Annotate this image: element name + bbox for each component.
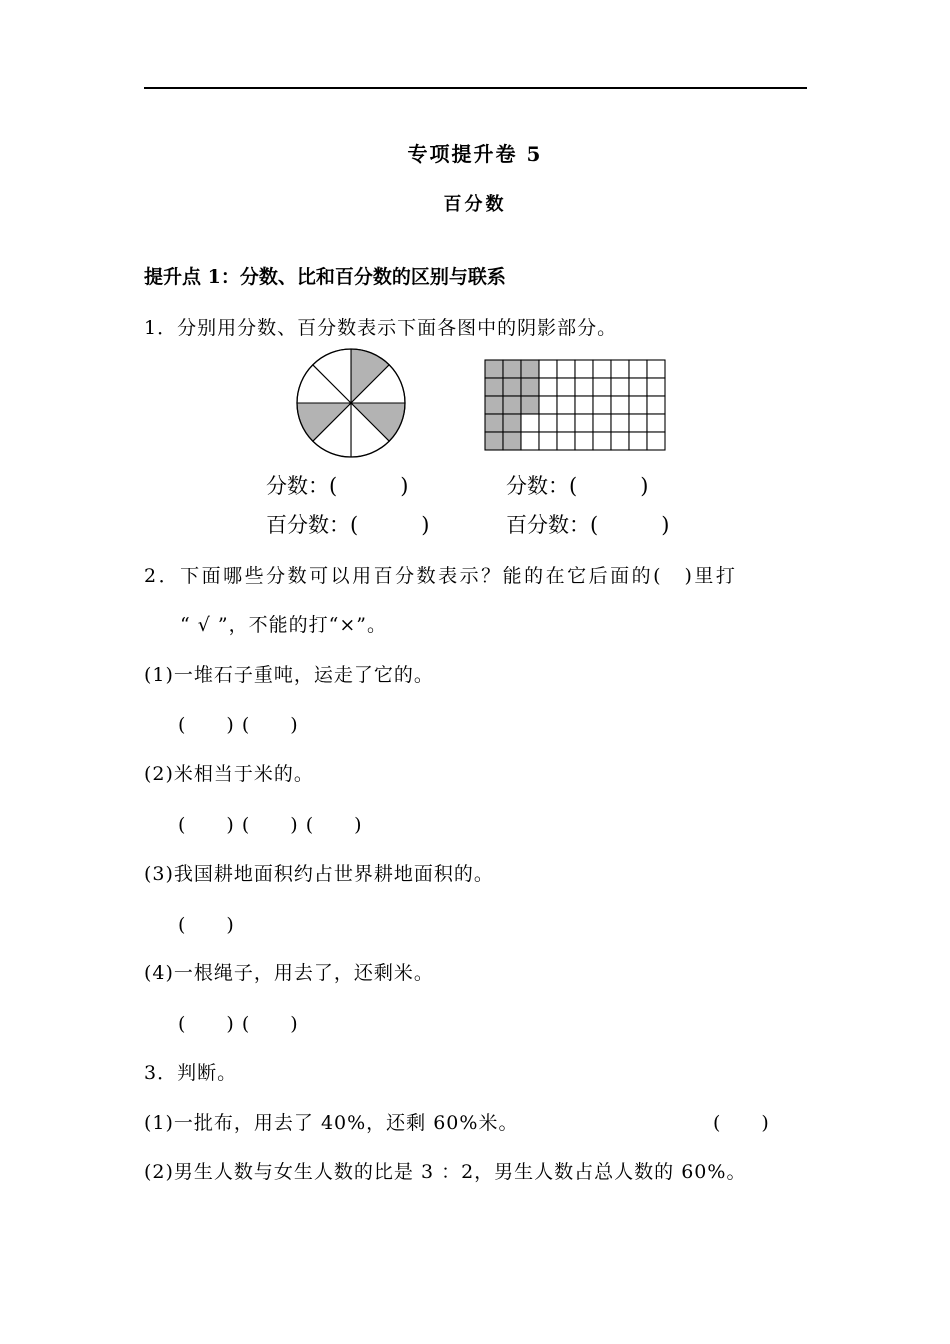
grid-cell bbox=[557, 360, 575, 378]
grid-cell bbox=[575, 360, 593, 378]
grid-cell bbox=[593, 396, 611, 414]
grid-cell-shaded bbox=[485, 378, 503, 396]
grid-cell bbox=[539, 432, 557, 450]
grid-cell-shaded bbox=[503, 414, 521, 432]
question-2-stem-line1: 2．下面哪些分数可以用百分数表示？能的在它后面的( )里打 bbox=[144, 565, 738, 587]
circle-figure bbox=[294, 346, 408, 460]
grid-cell bbox=[557, 432, 575, 450]
grid-cell-shaded bbox=[503, 378, 521, 396]
grid-cell bbox=[647, 414, 665, 432]
grid-cell bbox=[593, 432, 611, 450]
grid-cell-shaded bbox=[503, 396, 521, 414]
grid-cell bbox=[611, 396, 629, 414]
grid-cell bbox=[647, 396, 665, 414]
grid-figure bbox=[484, 359, 668, 452]
question-3-stem: 3．判断。 bbox=[144, 1062, 238, 1084]
grid-cell bbox=[611, 360, 629, 378]
grid-cell-shaded bbox=[485, 414, 503, 432]
left-percent-label: 百分数：( ) bbox=[266, 513, 430, 537]
answer-blank[interactable]: ( ) ( ) bbox=[178, 714, 299, 736]
question-2-item-4: (4)一根绳子，用去了，还剩米。 bbox=[144, 962, 434, 984]
grid-cell bbox=[647, 378, 665, 396]
left-fraction-label: 分数：( ) bbox=[266, 474, 409, 498]
grid-cell bbox=[629, 432, 647, 450]
answer-blank[interactable]: ( ) bbox=[178, 914, 235, 936]
grid-cell bbox=[575, 414, 593, 432]
question-2-item-3: (3)我国耕地面积约占世界耕地面积的。 bbox=[144, 863, 494, 885]
grid-cell bbox=[557, 396, 575, 414]
grid-cell bbox=[629, 414, 647, 432]
grid-cell bbox=[647, 432, 665, 450]
grid-cell bbox=[521, 432, 539, 450]
right-percent-label: 百分数：( ) bbox=[506, 513, 670, 537]
grid-cell bbox=[593, 378, 611, 396]
grid-cells bbox=[485, 360, 665, 450]
question-2-stem-line2: “ √ ”，不能的打“×”。 bbox=[180, 614, 387, 636]
grid-cell-shaded bbox=[521, 378, 539, 396]
grid-cell bbox=[539, 396, 557, 414]
header-rule bbox=[144, 87, 807, 89]
grid-cell bbox=[593, 414, 611, 432]
grid-cell bbox=[647, 360, 665, 378]
grid-cell bbox=[629, 396, 647, 414]
grid-cell-shaded bbox=[521, 360, 539, 378]
grid-cell bbox=[539, 378, 557, 396]
grid-cell bbox=[611, 432, 629, 450]
grid-cell bbox=[629, 378, 647, 396]
section-heading: 提升点 1：分数、比和百分数的区别与联系 bbox=[144, 266, 506, 288]
question-1-stem: 1．分别用分数、百分数表示下面各图中的阴影部分。 bbox=[144, 317, 618, 339]
question-3-item-2: (2)男生人数与女生人数的比是 3 ：2，男生人数占总人数的 60%。 bbox=[144, 1161, 747, 1183]
right-fraction-label: 分数：( ) bbox=[506, 474, 649, 498]
grid-cell bbox=[521, 414, 539, 432]
answer-blank[interactable]: ( ) bbox=[713, 1112, 770, 1134]
grid-cell bbox=[611, 414, 629, 432]
grid-cell bbox=[539, 414, 557, 432]
grid-cell bbox=[557, 378, 575, 396]
grid-cell bbox=[557, 414, 575, 432]
page-subtitle: 百分数 bbox=[443, 194, 507, 215]
answer-blank[interactable]: ( ) ( ) ( ) bbox=[178, 814, 363, 836]
grid-cell bbox=[575, 396, 593, 414]
grid-cell-shaded bbox=[503, 360, 521, 378]
question-2-item-2: (2)米相当于米的。 bbox=[144, 763, 314, 785]
grid-cell bbox=[611, 378, 629, 396]
grid-cell-shaded bbox=[485, 360, 503, 378]
answer-blank[interactable]: ( ) ( ) bbox=[178, 1013, 299, 1035]
grid-cell-shaded bbox=[485, 396, 503, 414]
grid-cell bbox=[593, 360, 611, 378]
grid-cell bbox=[575, 432, 593, 450]
grid-cell-shaded bbox=[521, 396, 539, 414]
grid-cell bbox=[539, 360, 557, 378]
question-3-item-1: (1)一批布，用去了 40%，还剩 60%米。 bbox=[144, 1112, 519, 1134]
question-2-item-1: (1)一堆石子重吨，运走了它的。 bbox=[144, 664, 434, 686]
grid-cell-shaded bbox=[503, 432, 521, 450]
page-title: 专项提升卷 5 bbox=[407, 142, 543, 166]
grid-cell-shaded bbox=[485, 432, 503, 450]
grid-cell bbox=[575, 378, 593, 396]
grid-cell bbox=[629, 360, 647, 378]
